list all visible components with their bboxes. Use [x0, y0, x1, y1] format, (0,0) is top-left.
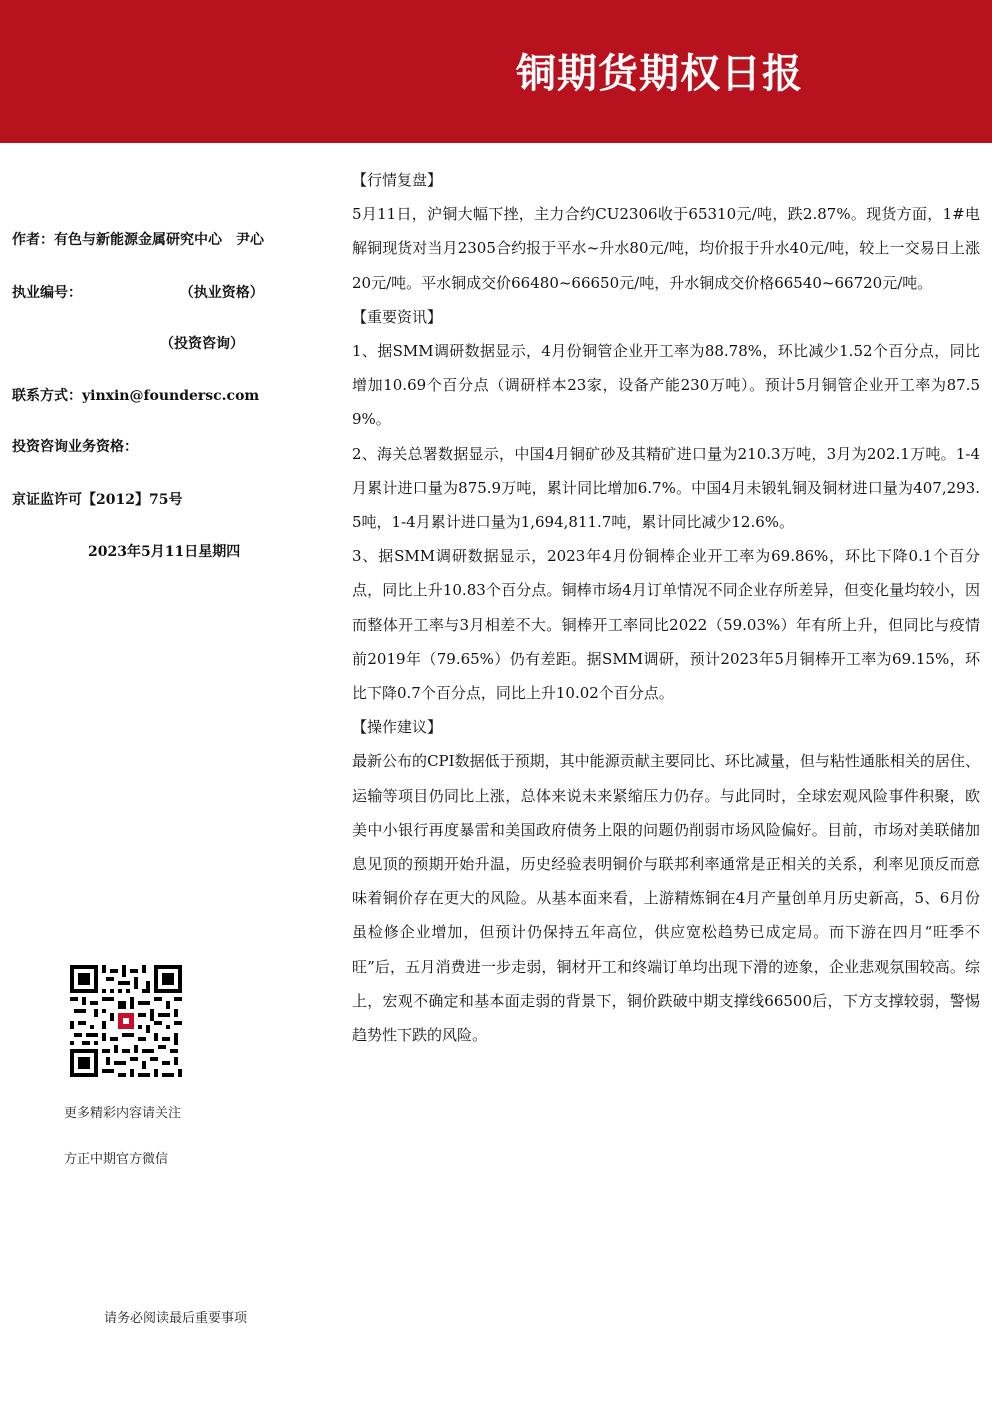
- qualification-value: 京证监许可【2012】75号: [12, 492, 183, 508]
- license-value-investment: （投资咨询）: [160, 336, 244, 352]
- advice-heading: 【操作建议】: [352, 718, 443, 737]
- qr-caption-follow: 更多精彩内容请关注: [64, 1106, 182, 1121]
- license-value-qualification: （执业资格）: [179, 285, 264, 301]
- qr-code-icon: [70, 965, 182, 1077]
- market-review-text: 5月11日，沪铜大幅下挫，主力合约CU2306收于65310元/吨，跌2.87%。现货方面，1#电解铜现货对当月2305合约报于平水~升水80元/吨，均价报于升水40元/吨，较上一交易日上涨20元/吨。平水铜成交价66480~66650元/吨，升水铜成交价格66540~66720元/吨。: [352, 205, 980, 292]
- report-title: 铜期货期权日报: [516, 51, 803, 97]
- license-line: [12, 282, 264, 302]
- news-item-2: 2、海关总署数据显示，中国4月铜矿砂及其精矿进口量为210.3万吨，3月为202.1万吨。1-4月累计进口量为875.9万吨，累计同比增加6.7%。中国4月未锻轧铜及铜材进口量为407,293.5吨，1-4月累计进口量为1,694,811.7吨，累计同比减少12.6%。: [352, 444, 980, 532]
- news-item-1: 1、据SMM调研数据显示，4月份铜管企业开工率为88.78%，环比减少1.52个百分点，同比增加10.69个百分点（调研样本23家，设备产能230万吨）。预计5月铜管企业开工率为87.59%。: [352, 342, 980, 429]
- news-heading: 【重要资讯】: [352, 307, 443, 326]
- author-line: 作者：有色与新能源金属研究中心 尹心: [12, 232, 264, 248]
- qualification-label: 投资咨询业务资格：: [12, 439, 138, 455]
- license-label: 执业编号：: [12, 285, 82, 301]
- header-band: [0, 0, 992, 143]
- qr-caption-wechat: 方正中期官方微信: [64, 1152, 169, 1167]
- contact-line: 联系方式：yinxin@foundersc.com: [12, 388, 260, 404]
- report-body: [352, 163, 980, 1052]
- wechat-qr-code: [70, 965, 182, 1077]
- advice-text: 最新公布的CPI数据低于预期，其中能源贡献主要同比、环比减量，但与粘性通胀相关的居住、运输等项目仍同比上涨，总体来说未来紧缩压力仍存。与此同时，全球宏观风险事件积聚，欧美中小银行再度暴雷和美国政府债务上限的问题仍削弱市场风险偏好。目前，市场对美联储加息见顶的预期开始升温，历史经验表明铜价与联邦利率通常是正相关的关系，利率见顶反而意味着铜价存在更大的风险。从基本面来看，上游精炼铜在4月产量创单月历史新高，5、6月份虽检修企业增加，但预计仍保持五年高位，供应宽松趋势已成定局。而下游在四月“旺季不旺”后，五月消费进一步走弱，铜材开工和终端订单均出现下滑的迹象，企业悲观氛围较高。综上，宏观不确定和基本面走弱的背景下，铜价跌破中期支撑线66500后，下方支撑较弱，警惕趋势性下跌的风险。: [352, 752, 980, 1045]
- market-review-heading: 【行情复盘】: [352, 171, 443, 189]
- report-date: 2023年5月11日星期四: [88, 544, 241, 560]
- disclaimer-notice: 请务必阅读最后重要事项: [104, 1311, 248, 1326]
- news-item-3: 3、据SMM调研数据显示，2023年4月份铜棒企业开工率为69.86%，环比下降0.1个百分点，同比上升10.83个百分点。铜棒市场4月订单情况不同企业存所差异，但变化量均较小，因而整体开工率与3月相差不大。铜棒开工率同比2022（59.03%）年有所上升，但同比与疫情前2019年（79.65%）仍有差距。据SMM调研，预计2023年5月铜棒开工率为69.15%，环比下降0.7个百分点，同比上升10.02个百分点。: [352, 547, 980, 703]
